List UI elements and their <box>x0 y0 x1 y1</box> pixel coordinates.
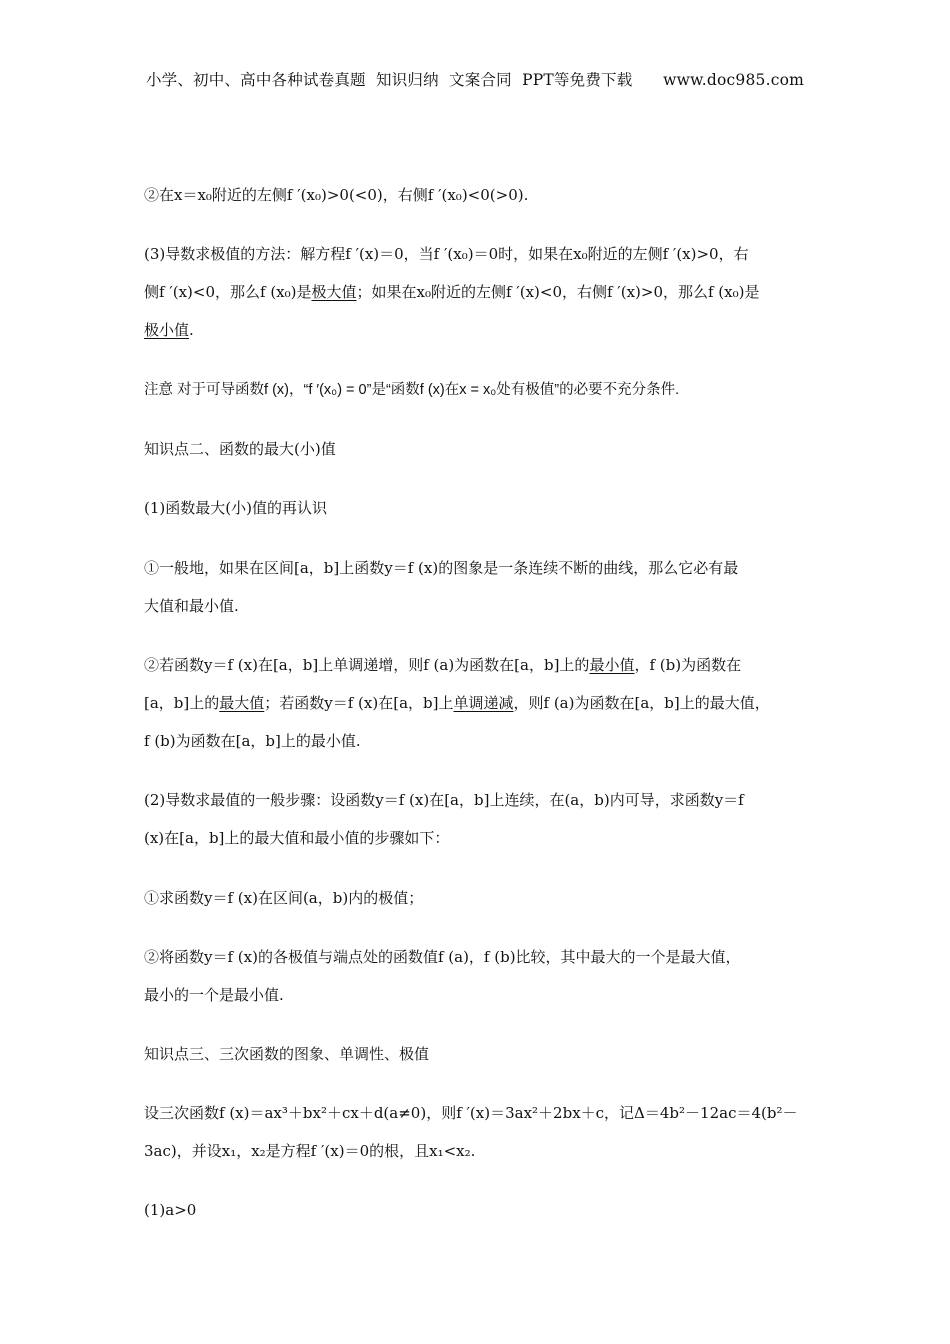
section-title: 知识点二、函数的最大(小)值 <box>144 440 336 458</box>
text-line: (2)导数求最值的一般步骤：设函数y＝f (x)在[a，b]上连续，在(a，b)内可导，求函数y＝f <box>144 791 744 809</box>
extremum-method-paragraph <box>144 235 808 349</box>
text-line: ①一般地，如果在区间[a，b]上函数y＝f (x)的图象是一条连续不断的曲线，那么它必有最 <box>144 559 739 577</box>
steps-intro-paragraph <box>144 781 808 857</box>
text-segment: [a，b]上的 <box>144 694 220 712</box>
text-line <box>144 646 808 684</box>
max-min-existence-paragraph <box>144 549 808 625</box>
underlined-term-min-value: 最小值 <box>589 656 635 674</box>
text-line: ②将函数y＝f (x)的各极值与端点处的函数值f (a)，f (b)比较，其中最大的一个是最大值， <box>144 948 741 966</box>
note-paragraph <box>144 371 808 409</box>
text-segment: ；若函数y＝f (x)在[a，b]上 <box>264 694 454 712</box>
underlined-term-max-value: 最大值 <box>219 694 265 712</box>
text-segment: ，f (b)为函数在 <box>634 656 742 674</box>
monotonic-paragraph <box>144 646 808 760</box>
text-line: ①求函数y＝f (x)在区间(a，b)内的极值； <box>144 889 424 907</box>
text-line: (1)a>0 <box>144 1201 197 1219</box>
page-header-banner: 小学、初中、高中各种试卷真题 知识归纳 文案合同 PPT等免费下载 www.doc985.com <box>145 71 805 89</box>
step-1 <box>144 879 808 917</box>
subsection-title-1 <box>144 489 808 527</box>
text-line: (3)导数求极值的方法：解方程f ′(x)＝0，当f ′(x₀)＝0时，如果在x₀附近的左侧f ′(x)>0，右 <box>144 245 749 263</box>
text-line: 设三次函数f (x)＝ax³＋bx²＋cx＋d(a≠0)，则f ′(x)＝3ax²＋2bx＋c，记Δ＝4b²－12ac＝4(b²－ <box>144 1104 798 1122</box>
text-segment: ；如果在x₀附近的左侧f ′(x)<0，右侧f ′(x)>0，那么f (x₀)是 <box>356 283 760 301</box>
underlined-term-maximum: 极大值 <box>311 283 357 301</box>
text-line: 最小的一个是最小值. <box>144 986 284 1004</box>
section-title-knowledge-2 <box>144 430 808 468</box>
extremum-condition-2 <box>144 176 808 214</box>
text-segment: . <box>189 321 194 339</box>
case-a-positive <box>144 1191 808 1229</box>
section-title-knowledge-3 <box>144 1035 808 1073</box>
step-2 <box>144 938 808 1014</box>
underlined-term-decreasing: 单调递减 <box>453 694 514 712</box>
text-line <box>144 311 808 349</box>
text-line: f (b)为函数在[a，b]上的最小值. <box>144 732 361 750</box>
text-line: 3ac)，并设x₁，x₂是方程f ′(x)＝0的根，且x₁<x₂. <box>144 1142 476 1160</box>
text-line <box>144 273 808 311</box>
note-text: 注意 对于可导函数f (x)，“f ′(x₀) = 0”是“函数f (x)在x = x₀处有极值”的必要不充分条件. <box>144 382 680 398</box>
subsection-title: (1)函数最大(小)值的再认识 <box>144 499 327 517</box>
text-line: ②在x＝x₀附近的左侧f ′(x₀)>0(<0)，右侧f ′(x₀)<0(>0). <box>144 186 529 204</box>
text-line <box>144 684 808 722</box>
text-segment: 侧f ′(x)<0，那么f (x₀)是 <box>144 283 312 301</box>
cubic-function-paragraph <box>144 1094 808 1170</box>
text-segment: ，则f (a)为函数在[a，b]上的最大值， <box>513 694 770 712</box>
underlined-term-minimum: 极小值 <box>144 321 190 339</box>
text-segment: ②若函数y＝f (x)在[a，b]上单调递增，则f (a)为函数在[a，b]上的 <box>144 656 590 674</box>
text-line: 大值和最小值. <box>144 597 239 615</box>
text-line: (x)在[a，b]上的最大值和最小值的步骤如下： <box>144 829 450 847</box>
section-title: 知识点三、三次函数的图象、单调性、极值 <box>144 1045 430 1063</box>
